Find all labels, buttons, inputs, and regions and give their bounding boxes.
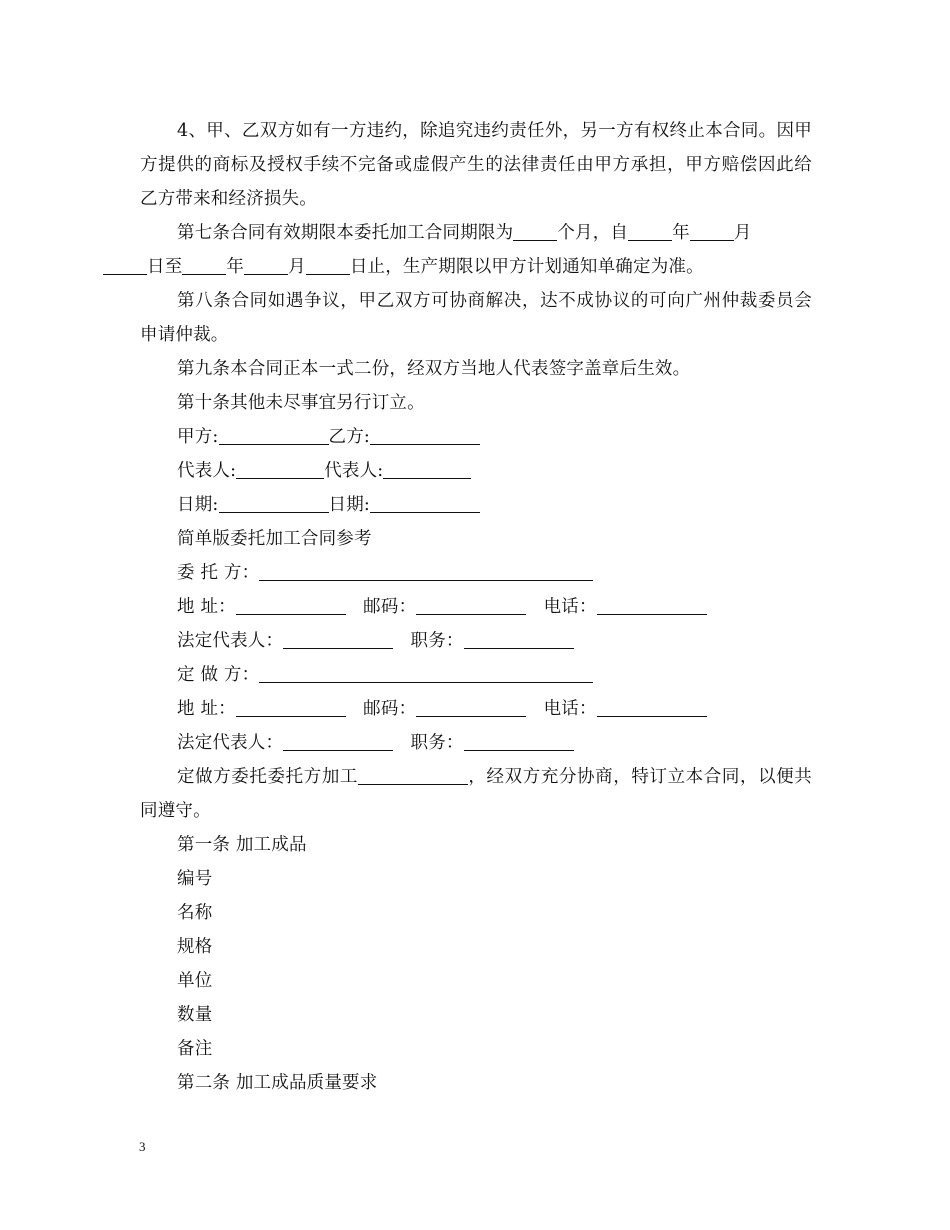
blank-months[interactable] (513, 221, 557, 241)
maker-phone-field[interactable] (597, 697, 707, 717)
client-position-field[interactable] (464, 629, 574, 649)
article-7-day-to: 日至 (147, 257, 183, 277)
client-legal-rep-field[interactable] (283, 629, 393, 649)
blank-end-year[interactable] (182, 255, 226, 275)
page-number: 3 (139, 1139, 146, 1154)
blank-end-month[interactable] (244, 255, 288, 275)
field-specification: 规格 (177, 937, 213, 957)
paragraph-article-8: 第八条合同如遇争议，甲乙双方可协商解决，达不成协议的可向广州仲裁委员会申请仲裁。 (140, 291, 812, 345)
legal-rep-label: 法定代表人： (177, 733, 284, 753)
party-b-field[interactable] (370, 425, 480, 445)
blank-end-day[interactable] (306, 255, 350, 275)
party-a-field[interactable] (219, 425, 329, 445)
paragraph-article-10: 第十条其他未尽事宜另行订立。 (177, 393, 425, 413)
rep-a-field[interactable] (236, 459, 324, 479)
address-label: 地 址： (177, 597, 236, 617)
date-a-label: 日期: (177, 495, 219, 515)
paragraph-breach-clause: 4、甲、乙双方如有一方违约，除追究违约责任外，另一方有权终止本合同。因甲方提供的商标及授权手续不完备或虚假产生的法律责任由甲方承担，甲方赔偿因此给乙方带来和经济损失。 (140, 121, 812, 209)
signature-party-line (140, 420, 812, 454)
intro-text: 定做方委托委托方加工 (177, 767, 359, 787)
maker-label: 定 做 方： (177, 665, 260, 685)
party-a-label: 甲方: (177, 427, 219, 447)
client-line (140, 556, 812, 590)
maker-position-field[interactable] (464, 731, 574, 751)
field-name: 名称 (177, 903, 213, 923)
paragraph-article-9: 第九条本合同正本一式二份，经双方当地人代表签字盖章后生效。 (177, 359, 691, 379)
maker-postcode-field[interactable] (416, 697, 526, 717)
postcode-label: 邮码： (363, 597, 417, 617)
phone-label: 电话： (543, 597, 597, 617)
maker-line (140, 658, 812, 692)
rep-b-field[interactable] (383, 459, 471, 479)
rep-b-label: 代表人: (324, 461, 384, 481)
article-7-end-text: 日止，生产期限以甲方计划通知单确定为准。 (349, 257, 704, 277)
field-unit: 单位 (177, 971, 213, 991)
maker-address-line (140, 692, 812, 726)
article-2-heading: 第二条 加工成品质量要求 (177, 1073, 378, 1093)
party-b-label: 乙方: (328, 427, 370, 447)
intro-text-rest: ，经双方充分协商，特订立本合同，以便共同遵守。 (140, 767, 812, 821)
article-7-month-label: 月 (733, 223, 752, 243)
client-field[interactable] (259, 561, 593, 581)
maker-legal-rep-field[interactable] (283, 731, 393, 751)
paragraph-article-7 (140, 216, 812, 284)
blank-start-year[interactable] (628, 221, 672, 241)
blank-start-month[interactable] (690, 221, 734, 241)
position-label: 职务： (410, 631, 464, 651)
client-rep-line (140, 624, 812, 658)
date-a-field[interactable] (219, 493, 329, 513)
article-7-end-month-label: 月 (288, 257, 306, 277)
article-1-heading: 第一条 加工成品 (177, 835, 307, 855)
client-postcode-field[interactable] (416, 595, 526, 615)
legal-rep-label: 法定代表人： (177, 631, 284, 651)
maker-field[interactable] (259, 663, 593, 683)
client-address-line (140, 590, 812, 624)
postcode-label: 邮码： (363, 699, 417, 719)
date-b-field[interactable] (370, 493, 480, 513)
field-remarks: 备注 (177, 1039, 213, 1059)
phone-label: 电话： (543, 699, 597, 719)
maker-address-field[interactable] (236, 697, 346, 717)
date-b-label: 日期: (328, 495, 370, 515)
blank-start-day[interactable] (103, 255, 147, 275)
address-label: 地 址： (177, 699, 236, 719)
maker-rep-line (140, 726, 812, 760)
client-phone-field[interactable] (597, 595, 707, 615)
position-label: 职务： (410, 733, 464, 753)
intro-paragraph (140, 760, 812, 828)
document-body (140, 114, 812, 1100)
article-7-year-label: 年 (672, 223, 690, 243)
article-7-end-year-label: 年 (226, 257, 245, 277)
client-label: 委 托 方： (177, 563, 260, 583)
signature-rep-line (140, 454, 812, 488)
simple-contract-title: 简单版委托加工合同参考 (177, 529, 372, 549)
field-serial-number: 编号 (177, 869, 213, 889)
field-quantity: 数量 (177, 1005, 213, 1025)
client-address-field[interactable] (236, 595, 346, 615)
article-7-text: 第七条合同有效期限本委托加工合同期限为 (177, 223, 514, 243)
processing-item-field[interactable] (358, 765, 468, 785)
signature-date-line (140, 488, 812, 522)
rep-a-label: 代表人: (177, 461, 237, 481)
article-7-text-from: 个月，自 (557, 223, 629, 243)
